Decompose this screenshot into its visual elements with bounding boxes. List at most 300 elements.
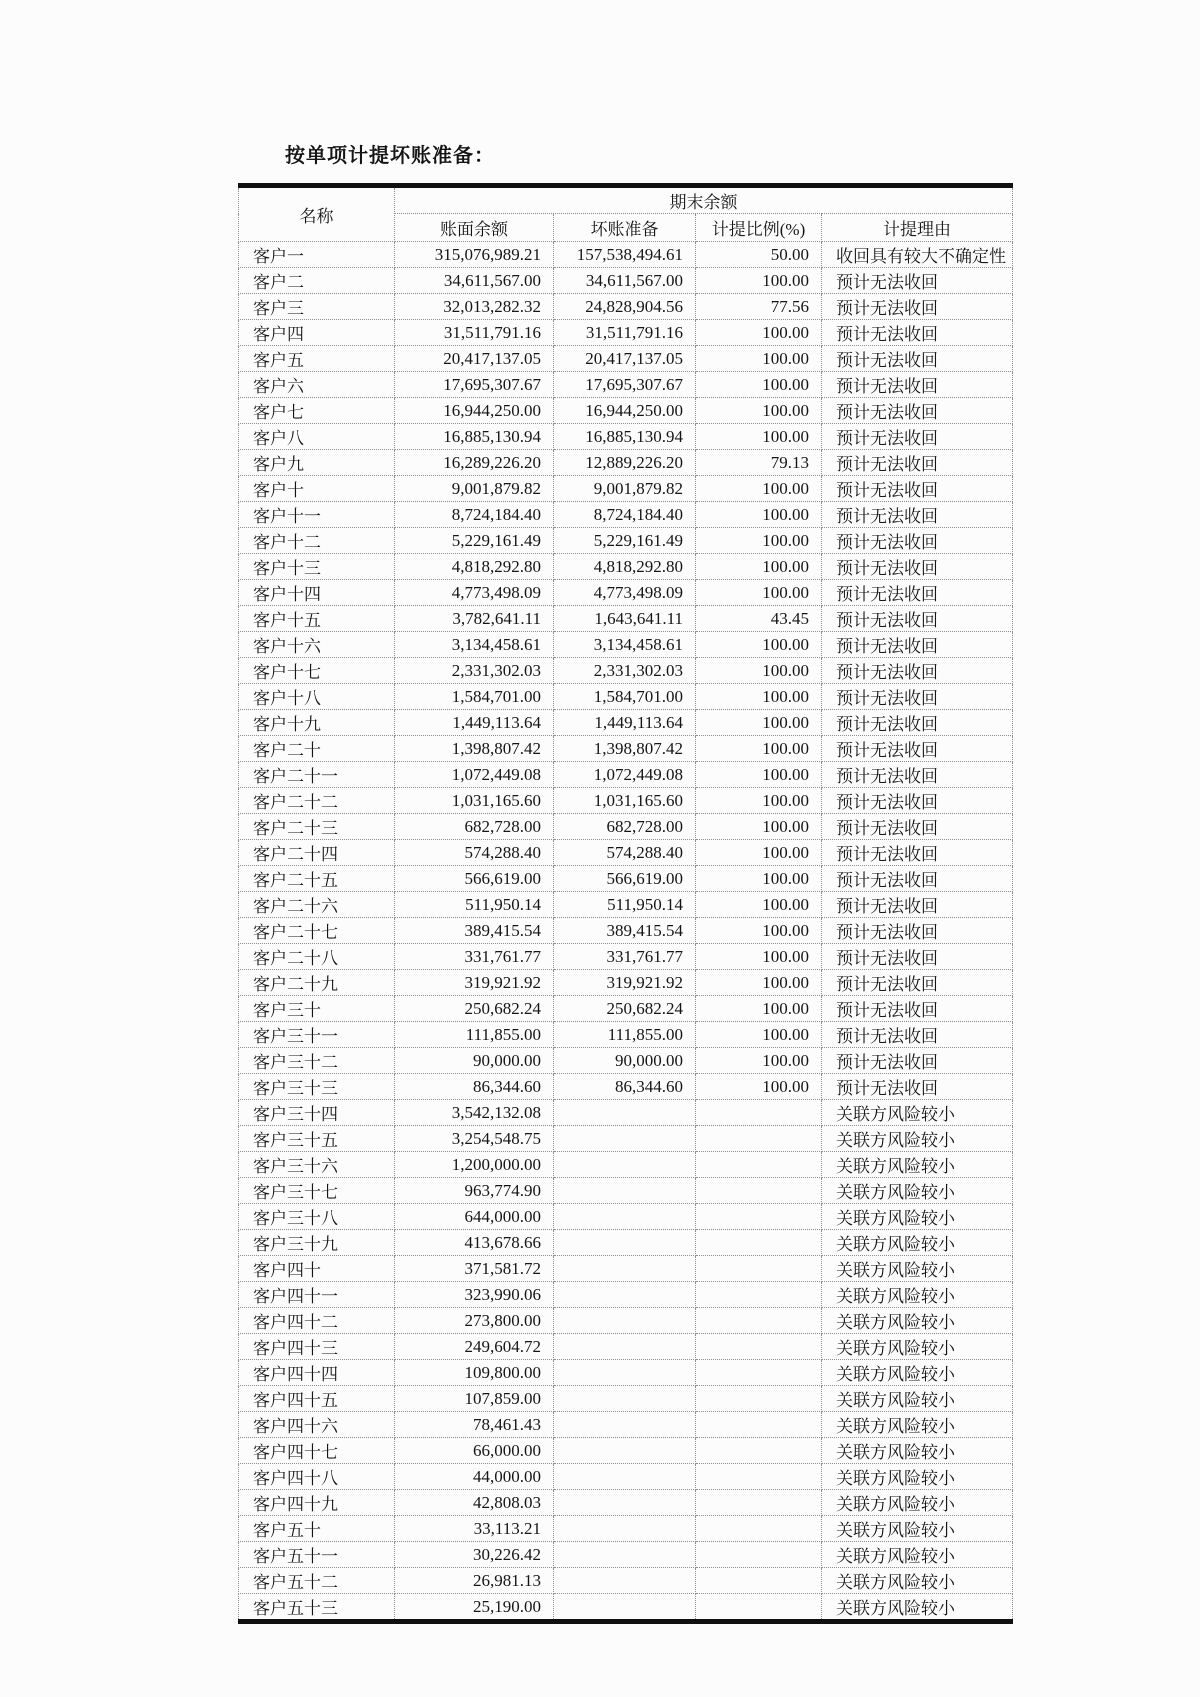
cell-bad-debt-provision: 319,921.92 [554,970,696,996]
cell-book-balance: 32,013,282.32 [395,294,554,320]
cell-bad-debt-provision: 1,584,701.00 [554,684,696,710]
table-row [239,1152,1013,1178]
cell-customer-name: 客户三十三 [239,1074,395,1100]
section-title: 按单项计提坏账准备： [285,145,495,167]
table-row [239,1438,1013,1464]
cell-book-balance: 1,398,807.42 [395,736,554,762]
cell-book-balance: 25,190.00 [395,1594,554,1622]
bad-debt-provision-table [238,183,1013,1624]
cell-book-balance: 17,695,307.67 [395,372,554,398]
cell-provision-ratio [696,1594,822,1622]
cell-bad-debt-provision [554,1308,696,1334]
cell-customer-name: 客户四十八 [239,1464,395,1490]
table-row [239,1282,1013,1308]
cell-bad-debt-provision: 86,344.60 [554,1074,696,1100]
cell-book-balance: 3,782,641.11 [395,606,554,632]
table-row [239,788,1013,814]
cell-provision-reason: 关联方风险较小 [822,1438,1013,1464]
cell-book-balance: 66,000.00 [395,1438,554,1464]
cell-bad-debt-provision [554,1386,696,1412]
cell-book-balance: 4,773,498.09 [395,580,554,606]
cell-book-balance: 413,678.66 [395,1230,554,1256]
cell-book-balance: 3,254,548.75 [395,1126,554,1152]
cell-bad-debt-provision: 4,818,292.80 [554,554,696,580]
cell-provision-ratio: 100.00 [696,1074,822,1100]
table-row [239,580,1013,606]
cell-provision-ratio: 100.00 [696,1022,822,1048]
cell-provision-ratio: 100.00 [696,580,822,606]
cell-book-balance: 1,584,701.00 [395,684,554,710]
table-row [239,242,1013,268]
cell-customer-name: 客户二 [239,268,395,294]
cell-book-balance: 273,800.00 [395,1308,554,1334]
cell-provision-reason: 关联方风险较小 [822,1386,1013,1412]
cell-provision-reason: 预计无法收回 [822,346,1013,372]
cell-provision-ratio: 100.00 [696,502,822,528]
cell-customer-name: 客户二十一 [239,762,395,788]
cell-provision-ratio: 79.13 [696,450,822,476]
cell-provision-reason: 关联方风险较小 [822,1490,1013,1516]
table-row [239,1594,1013,1622]
table-row [239,1516,1013,1542]
table-row [239,1256,1013,1282]
cell-customer-name: 客户三十一 [239,1022,395,1048]
cell-provision-reason: 预计无法收回 [822,476,1013,502]
column-group-period-end-balance: 期末余额 [395,186,1013,214]
column-header-provision-reason: 计提理由 [822,214,1013,242]
cell-bad-debt-provision: 20,417,137.05 [554,346,696,372]
cell-book-balance: 963,774.90 [395,1178,554,1204]
cell-provision-ratio: 100.00 [696,996,822,1022]
cell-customer-name: 客户十四 [239,580,395,606]
document-content [238,144,1012,1624]
table-row [239,814,1013,840]
column-header-name: 名称 [239,186,395,242]
table-row [239,1204,1013,1230]
table-row [239,320,1013,346]
cell-bad-debt-provision: 31,511,791.16 [554,320,696,346]
cell-customer-name: 客户八 [239,424,395,450]
cell-customer-name: 客户三十 [239,996,395,1022]
cell-provision-ratio: 100.00 [696,528,822,554]
cell-bad-debt-provision [554,1542,696,1568]
cell-provision-reason: 关联方风险较小 [822,1516,1013,1542]
cell-provision-reason: 预计无法收回 [822,1022,1013,1048]
cell-customer-name: 客户十一 [239,502,395,528]
cell-provision-ratio [696,1490,822,1516]
cell-provision-reason: 预计无法收回 [822,736,1013,762]
cell-book-balance: 5,229,161.49 [395,528,554,554]
cell-book-balance: 107,859.00 [395,1386,554,1412]
cell-bad-debt-provision: 9,001,879.82 [554,476,696,502]
column-header-book-balance: 账面余额 [395,214,554,242]
table-row [239,1386,1013,1412]
cell-customer-name: 客户十八 [239,684,395,710]
cell-provision-reason: 预计无法收回 [822,788,1013,814]
cell-provision-ratio: 100.00 [696,476,822,502]
cell-provision-reason: 预计无法收回 [822,918,1013,944]
cell-provision-reason: 关联方风险较小 [822,1594,1013,1622]
cell-book-balance: 20,417,137.05 [395,346,554,372]
cell-bad-debt-provision: 1,031,165.60 [554,788,696,814]
cell-bad-debt-provision [554,1230,696,1256]
column-header-provision-ratio: 计提比例(%) [696,214,822,242]
cell-provision-reason: 预计无法收回 [822,294,1013,320]
table-row [239,294,1013,320]
column-header-bad-debt-provision: 坏账准备 [554,214,696,242]
cell-provision-ratio: 100.00 [696,320,822,346]
cell-provision-ratio [696,1464,822,1490]
cell-customer-name: 客户三十二 [239,1048,395,1074]
cell-provision-reason: 关联方风险较小 [822,1152,1013,1178]
cell-provision-ratio [696,1152,822,1178]
cell-book-balance: 16,885,130.94 [395,424,554,450]
cell-book-balance: 389,415.54 [395,918,554,944]
cell-provision-reason: 预计无法收回 [822,1048,1013,1074]
cell-customer-name: 客户四十三 [239,1334,395,1360]
cell-customer-name: 客户三十九 [239,1230,395,1256]
cell-bad-debt-provision: 90,000.00 [554,1048,696,1074]
cell-customer-name: 客户六 [239,372,395,398]
cell-provision-reason: 预计无法收回 [822,710,1013,736]
cell-customer-name: 客户二十五 [239,866,395,892]
cell-provision-reason: 预计无法收回 [822,684,1013,710]
cell-bad-debt-provision [554,1126,696,1152]
cell-provision-ratio [696,1100,822,1126]
cell-provision-ratio [696,1438,822,1464]
cell-provision-ratio [696,1386,822,1412]
cell-provision-reason: 预计无法收回 [822,892,1013,918]
cell-book-balance: 1,072,449.08 [395,762,554,788]
cell-book-balance: 323,990.06 [395,1282,554,1308]
cell-provision-ratio [696,1178,822,1204]
cell-customer-name: 客户四十四 [239,1360,395,1386]
cell-provision-reason: 预计无法收回 [822,554,1013,580]
table-row [239,528,1013,554]
cell-provision-reason: 预计无法收回 [822,762,1013,788]
cell-bad-debt-provision [554,1568,696,1594]
table-row [239,1074,1013,1100]
cell-bad-debt-provision: 5,229,161.49 [554,528,696,554]
cell-provision-reason: 关联方风险较小 [822,1464,1013,1490]
cell-customer-name: 客户十六 [239,632,395,658]
cell-provision-ratio: 100.00 [696,632,822,658]
cell-customer-name: 客户五十三 [239,1594,395,1622]
cell-customer-name: 客户四十七 [239,1438,395,1464]
table-row [239,268,1013,294]
cell-book-balance: 574,288.40 [395,840,554,866]
cell-provision-reason: 预计无法收回 [822,658,1013,684]
cell-book-balance: 111,855.00 [395,1022,554,1048]
cell-bad-debt-provision [554,1490,696,1516]
cell-customer-name: 客户十三 [239,554,395,580]
table-row [239,1412,1013,1438]
cell-bad-debt-provision: 34,611,567.00 [554,268,696,294]
cell-customer-name: 客户十 [239,476,395,502]
cell-provision-ratio [696,1126,822,1152]
cell-customer-name: 客户三 [239,294,395,320]
cell-provision-ratio: 100.00 [696,424,822,450]
cell-bad-debt-provision: 157,538,494.61 [554,242,696,268]
cell-provision-reason: 关联方风险较小 [822,1230,1013,1256]
cell-customer-name: 客户二十二 [239,788,395,814]
cell-book-balance: 1,200,000.00 [395,1152,554,1178]
table-row [239,554,1013,580]
cell-provision-reason: 关联方风险较小 [822,1178,1013,1204]
cell-book-balance: 319,921.92 [395,970,554,996]
table-row [239,1334,1013,1360]
cell-provision-ratio [696,1360,822,1386]
cell-provision-reason: 关联方风险较小 [822,1568,1013,1594]
cell-bad-debt-provision: 2,331,302.03 [554,658,696,684]
cell-bad-debt-provision [554,1256,696,1282]
cell-book-balance: 566,619.00 [395,866,554,892]
header-row-group [239,186,1013,214]
cell-provision-reason: 预计无法收回 [822,1074,1013,1100]
cell-bad-debt-provision: 389,415.54 [554,918,696,944]
cell-bad-debt-provision: 17,695,307.67 [554,372,696,398]
table-body [239,242,1013,1622]
cell-bad-debt-provision: 1,643,641.11 [554,606,696,632]
cell-provision-reason: 预计无法收回 [822,424,1013,450]
cell-provision-reason: 关联方风险较小 [822,1412,1013,1438]
cell-provision-ratio: 100.00 [696,970,822,996]
cell-customer-name: 客户十九 [239,710,395,736]
cell-book-balance: 3,542,132.08 [395,1100,554,1126]
cell-bad-debt-provision: 511,950.14 [554,892,696,918]
cell-customer-name: 客户二十八 [239,944,395,970]
table-row [239,658,1013,684]
cell-customer-name: 客户二十六 [239,892,395,918]
table-row [239,632,1013,658]
table-header [239,186,1013,242]
cell-bad-debt-provision [554,1178,696,1204]
table-row [239,1568,1013,1594]
cell-book-balance: 644,000.00 [395,1204,554,1230]
cell-customer-name: 客户二十 [239,736,395,762]
cell-customer-name: 客户七 [239,398,395,424]
cell-customer-name: 客户二十四 [239,840,395,866]
cell-provision-reason: 预计无法收回 [822,502,1013,528]
table-row [239,892,1013,918]
cell-bad-debt-provision: 12,889,226.20 [554,450,696,476]
table-row [239,710,1013,736]
cell-book-balance: 249,604.72 [395,1334,554,1360]
cell-bad-debt-provision: 1,072,449.08 [554,762,696,788]
cell-bad-debt-provision: 574,288.40 [554,840,696,866]
cell-provision-ratio: 100.00 [696,398,822,424]
cell-book-balance: 30,226.42 [395,1542,554,1568]
cell-provision-ratio: 100.00 [696,788,822,814]
cell-provision-reason: 预计无法收回 [822,606,1013,632]
cell-customer-name: 客户三十四 [239,1100,395,1126]
cell-customer-name: 客户十二 [239,528,395,554]
cell-book-balance: 86,344.60 [395,1074,554,1100]
cell-provision-ratio: 100.00 [696,918,822,944]
cell-book-balance: 109,800.00 [395,1360,554,1386]
cell-book-balance: 315,076,989.21 [395,242,554,268]
cell-book-balance: 250,682.24 [395,996,554,1022]
table-row [239,1022,1013,1048]
table-row [239,970,1013,996]
table-row [239,1308,1013,1334]
cell-bad-debt-provision: 111,855.00 [554,1022,696,1048]
cell-provision-ratio: 100.00 [696,762,822,788]
cell-bad-debt-provision [554,1100,696,1126]
cell-provision-reason: 预计无法收回 [822,580,1013,606]
cell-provision-reason: 关联方风险较小 [822,1542,1013,1568]
cell-provision-ratio: 100.00 [696,866,822,892]
cell-provision-reason: 关联方风险较小 [822,1282,1013,1308]
cell-bad-debt-provision: 8,724,184.40 [554,502,696,528]
table-row [239,476,1013,502]
cell-provision-ratio [696,1230,822,1256]
cell-customer-name: 客户四十 [239,1256,395,1282]
cell-provision-reason: 预计无法收回 [822,528,1013,554]
cell-provision-ratio: 100.00 [696,346,822,372]
cell-provision-reason: 预计无法收回 [822,268,1013,294]
cell-bad-debt-provision [554,1594,696,1622]
cell-customer-name: 客户四十一 [239,1282,395,1308]
cell-provision-reason: 关联方风险较小 [822,1100,1013,1126]
table-row [239,684,1013,710]
cell-book-balance: 2,331,302.03 [395,658,554,684]
cell-provision-ratio [696,1516,822,1542]
cell-bad-debt-provision [554,1204,696,1230]
cell-book-balance: 8,724,184.40 [395,502,554,528]
cell-provision-ratio: 100.00 [696,554,822,580]
cell-bad-debt-provision: 24,828,904.56 [554,294,696,320]
cell-provision-reason: 预计无法收回 [822,320,1013,346]
table-row [239,398,1013,424]
cell-bad-debt-provision: 16,885,130.94 [554,424,696,450]
cell-provision-ratio: 50.00 [696,242,822,268]
table-row [239,736,1013,762]
cell-book-balance: 511,950.14 [395,892,554,918]
cell-customer-name: 客户四 [239,320,395,346]
cell-bad-debt-provision [554,1412,696,1438]
table-row [239,1178,1013,1204]
table-row [239,866,1013,892]
cell-book-balance: 90,000.00 [395,1048,554,1074]
cell-bad-debt-provision: 1,449,113.64 [554,710,696,736]
cell-customer-name: 客户三十八 [239,1204,395,1230]
table-row [239,944,1013,970]
table-row [239,1542,1013,1568]
table-row [239,502,1013,528]
cell-book-balance: 682,728.00 [395,814,554,840]
cell-customer-name: 客户四十五 [239,1386,395,1412]
table-row [239,1360,1013,1386]
cell-book-balance: 371,581.72 [395,1256,554,1282]
table-row [239,1490,1013,1516]
table-row [239,1126,1013,1152]
cell-provision-ratio: 100.00 [696,372,822,398]
cell-provision-ratio: 100.00 [696,892,822,918]
cell-provision-ratio: 100.00 [696,814,822,840]
cell-provision-ratio: 43.45 [696,606,822,632]
cell-provision-ratio: 100.00 [696,268,822,294]
cell-provision-reason: 关联方风险较小 [822,1334,1013,1360]
cell-bad-debt-provision [554,1516,696,1542]
cell-customer-name: 客户一 [239,242,395,268]
cell-provision-reason: 预计无法收回 [822,996,1013,1022]
cell-bad-debt-provision: 4,773,498.09 [554,580,696,606]
cell-provision-reason: 关联方风险较小 [822,1308,1013,1334]
cell-book-balance: 1,449,113.64 [395,710,554,736]
cell-book-balance: 78,461.43 [395,1412,554,1438]
cell-book-balance: 33,113.21 [395,1516,554,1542]
cell-provision-ratio: 77.56 [696,294,822,320]
table-row [239,606,1013,632]
table-row [239,1048,1013,1074]
cell-customer-name: 客户十五 [239,606,395,632]
table-row [239,762,1013,788]
cell-book-balance: 9,001,879.82 [395,476,554,502]
cell-provision-ratio [696,1308,822,1334]
cell-provision-reason: 预计无法收回 [822,450,1013,476]
cell-customer-name: 客户三十六 [239,1152,395,1178]
cell-customer-name: 客户五 [239,346,395,372]
cell-bad-debt-provision: 250,682.24 [554,996,696,1022]
cell-book-balance: 34,611,567.00 [395,268,554,294]
cell-bad-debt-provision [554,1438,696,1464]
cell-bad-debt-provision: 3,134,458.61 [554,632,696,658]
cell-customer-name: 客户二十七 [239,918,395,944]
cell-book-balance: 3,134,458.61 [395,632,554,658]
cell-customer-name: 客户四十二 [239,1308,395,1334]
cell-customer-name: 客户二十九 [239,970,395,996]
cell-customer-name: 客户二十三 [239,814,395,840]
cell-provision-reason: 关联方风险较小 [822,1204,1013,1230]
table-row [239,1230,1013,1256]
cell-customer-name: 客户五十一 [239,1542,395,1568]
cell-bad-debt-provision [554,1464,696,1490]
cell-bad-debt-provision: 1,398,807.42 [554,736,696,762]
cell-provision-ratio: 100.00 [696,944,822,970]
cell-customer-name: 客户三十七 [239,1178,395,1204]
cell-customer-name: 客户九 [239,450,395,476]
table-row [239,450,1013,476]
cell-customer-name: 客户四十六 [239,1412,395,1438]
cell-provision-reason: 预计无法收回 [822,372,1013,398]
cell-bad-debt-provision [554,1334,696,1360]
cell-provision-ratio [696,1542,822,1568]
cell-provision-reason: 预计无法收回 [822,398,1013,424]
cell-bad-debt-provision: 682,728.00 [554,814,696,840]
cell-book-balance: 16,289,226.20 [395,450,554,476]
cell-book-balance: 331,761.77 [395,944,554,970]
cell-bad-debt-provision: 566,619.00 [554,866,696,892]
table-row [239,1464,1013,1490]
cell-provision-ratio [696,1256,822,1282]
cell-bad-debt-provision: 331,761.77 [554,944,696,970]
table-row [239,1100,1013,1126]
cell-provision-ratio [696,1568,822,1594]
cell-provision-reason: 收回具有较大不确定性 [822,242,1013,268]
cell-provision-reason: 关联方风险较小 [822,1126,1013,1152]
cell-provision-ratio: 100.00 [696,736,822,762]
cell-provision-reason: 关联方风险较小 [822,1256,1013,1282]
cell-provision-reason: 预计无法收回 [822,840,1013,866]
cell-book-balance: 4,818,292.80 [395,554,554,580]
cell-book-balance: 31,511,791.16 [395,320,554,346]
table-row [239,372,1013,398]
cell-provision-ratio: 100.00 [696,840,822,866]
cell-provision-ratio: 100.00 [696,1048,822,1074]
cell-customer-name: 客户四十九 [239,1490,395,1516]
cell-bad-debt-provision [554,1282,696,1308]
